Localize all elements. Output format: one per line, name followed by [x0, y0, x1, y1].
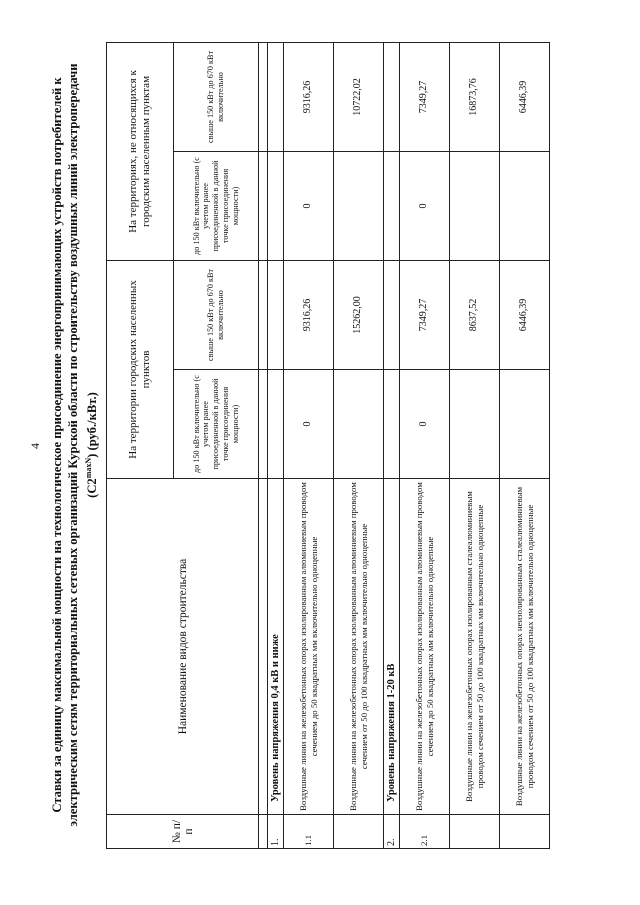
title-superscript: maxN: [84, 457, 94, 479]
value-urban-150-670: 8637,52: [450, 260, 500, 369]
title-suffix: ) (руб./кВт.): [85, 392, 100, 458]
table-row: [450, 42, 500, 848]
table-row-level: [384, 42, 400, 848]
value-rural-up-to-150: [500, 151, 550, 260]
value-rural-150-670: 7349,27: [400, 42, 450, 151]
rates-table: [106, 42, 550, 849]
document-title: [50, 43, 98, 847]
header-rural-up-to-150: до 150 кВт включительно (с учетом ранее присоединенной в данной точке присоединения мощности): [174, 151, 259, 260]
value-rural-up-to-150: 0: [284, 151, 334, 260]
table-row-level: [268, 42, 284, 848]
header-rural-150-670: свыше 150 кВт до 670 кВт включительно: [174, 42, 259, 151]
header-urban-150-670: свыше 150 кВт до 670 кВт включительно: [174, 260, 259, 369]
value-urban-up-to-150: 0: [400, 370, 450, 479]
value-rural-up-to-150: [334, 151, 384, 260]
row-description: Воздушные линии на железобетонных опорах изолированным алюминиевым проводом сечением до 50 квадратных мм включительно одноцепные: [400, 479, 450, 815]
level-title: Уровень напряжения 0,4 кВ и ниже: [268, 479, 284, 815]
row-num: [500, 815, 550, 849]
header-urban-up-to-150: до 150 кВт включительно (с учетом ранее присоединенной в данной точке присоединения мощности): [174, 370, 259, 479]
header-rural: На территориях, не относящихся к городским населенным пунктам: [107, 42, 174, 260]
spacer-row: [259, 42, 268, 848]
row-num: 2.1: [400, 815, 450, 849]
value-urban-up-to-150: [500, 370, 550, 479]
table-row: [284, 42, 334, 848]
rotated-document: [50, 35, 610, 855]
value-rural-150-670: 10722,02: [334, 42, 384, 151]
value-rural-up-to-150: [450, 151, 500, 260]
value-urban-up-to-150: 0: [284, 370, 334, 479]
row-description: Воздушные линии на железобетонных опорах изолированным алюминиевым проводом сечением до 50 квадратных мм включительно одноцепные: [284, 479, 334, 815]
row-num: [450, 815, 500, 849]
row-description: Воздушные линии на железобетонных опорах неизолированным сталеалюминиевым проводом сечением от 50 до 100 квадратных мм включительно одноцепные: [500, 479, 550, 815]
value-urban-150-670: 7349,27: [400, 260, 450, 369]
value-rural-150-670: 9316,26: [284, 42, 334, 151]
value-urban-150-670: 15262,00: [334, 260, 384, 369]
value-urban-up-to-150: [450, 370, 500, 479]
header-name: Наименование видов строительства: [107, 479, 259, 815]
row-num: 2.: [384, 815, 400, 849]
table-row: [500, 42, 550, 848]
level-title: Уровень напряжения 1-20 кВ: [384, 479, 400, 815]
value-rural-150-670: 16873,76: [450, 42, 500, 151]
title-main: Ставки за единицу максимальной мощности на технологическое присоединение энергопринимающих устройств потребителей к электрическим сетям территориальных сетевых организаций Курской области по строительству воздушных линий электропередачи (С2: [50, 63, 100, 827]
page-number: 4: [28, 443, 42, 449]
value-urban-150-670: 6446,39: [500, 260, 550, 369]
row-num: [334, 815, 384, 849]
header-row-groups: [107, 42, 174, 848]
row-num: 1.1: [284, 815, 334, 849]
header-urban: На территории городских населенных пунктов: [107, 260, 174, 478]
row-description: Воздушные линии на железобетонных опорах изолированным сталеалюминиевым проводом сечением от 50 до 100 квадратных мм включительно одноцепные: [450, 479, 500, 815]
value-urban-up-to-150: [334, 370, 384, 479]
row-description: Воздушные линии на железобетонных опорах изолированным алюминиевым проводом сечением от 50 до 100 квадратных мм включительно одноцепные: [334, 479, 384, 815]
table-row: [400, 42, 450, 848]
value-rural-150-670: 6446,39: [500, 42, 550, 151]
value-rural-up-to-150: 0: [400, 151, 450, 260]
row-num: 1.: [268, 815, 284, 849]
value-urban-150-670: 9316,26: [284, 260, 334, 369]
header-num: № п/п: [107, 815, 259, 849]
table-row: [334, 42, 384, 848]
